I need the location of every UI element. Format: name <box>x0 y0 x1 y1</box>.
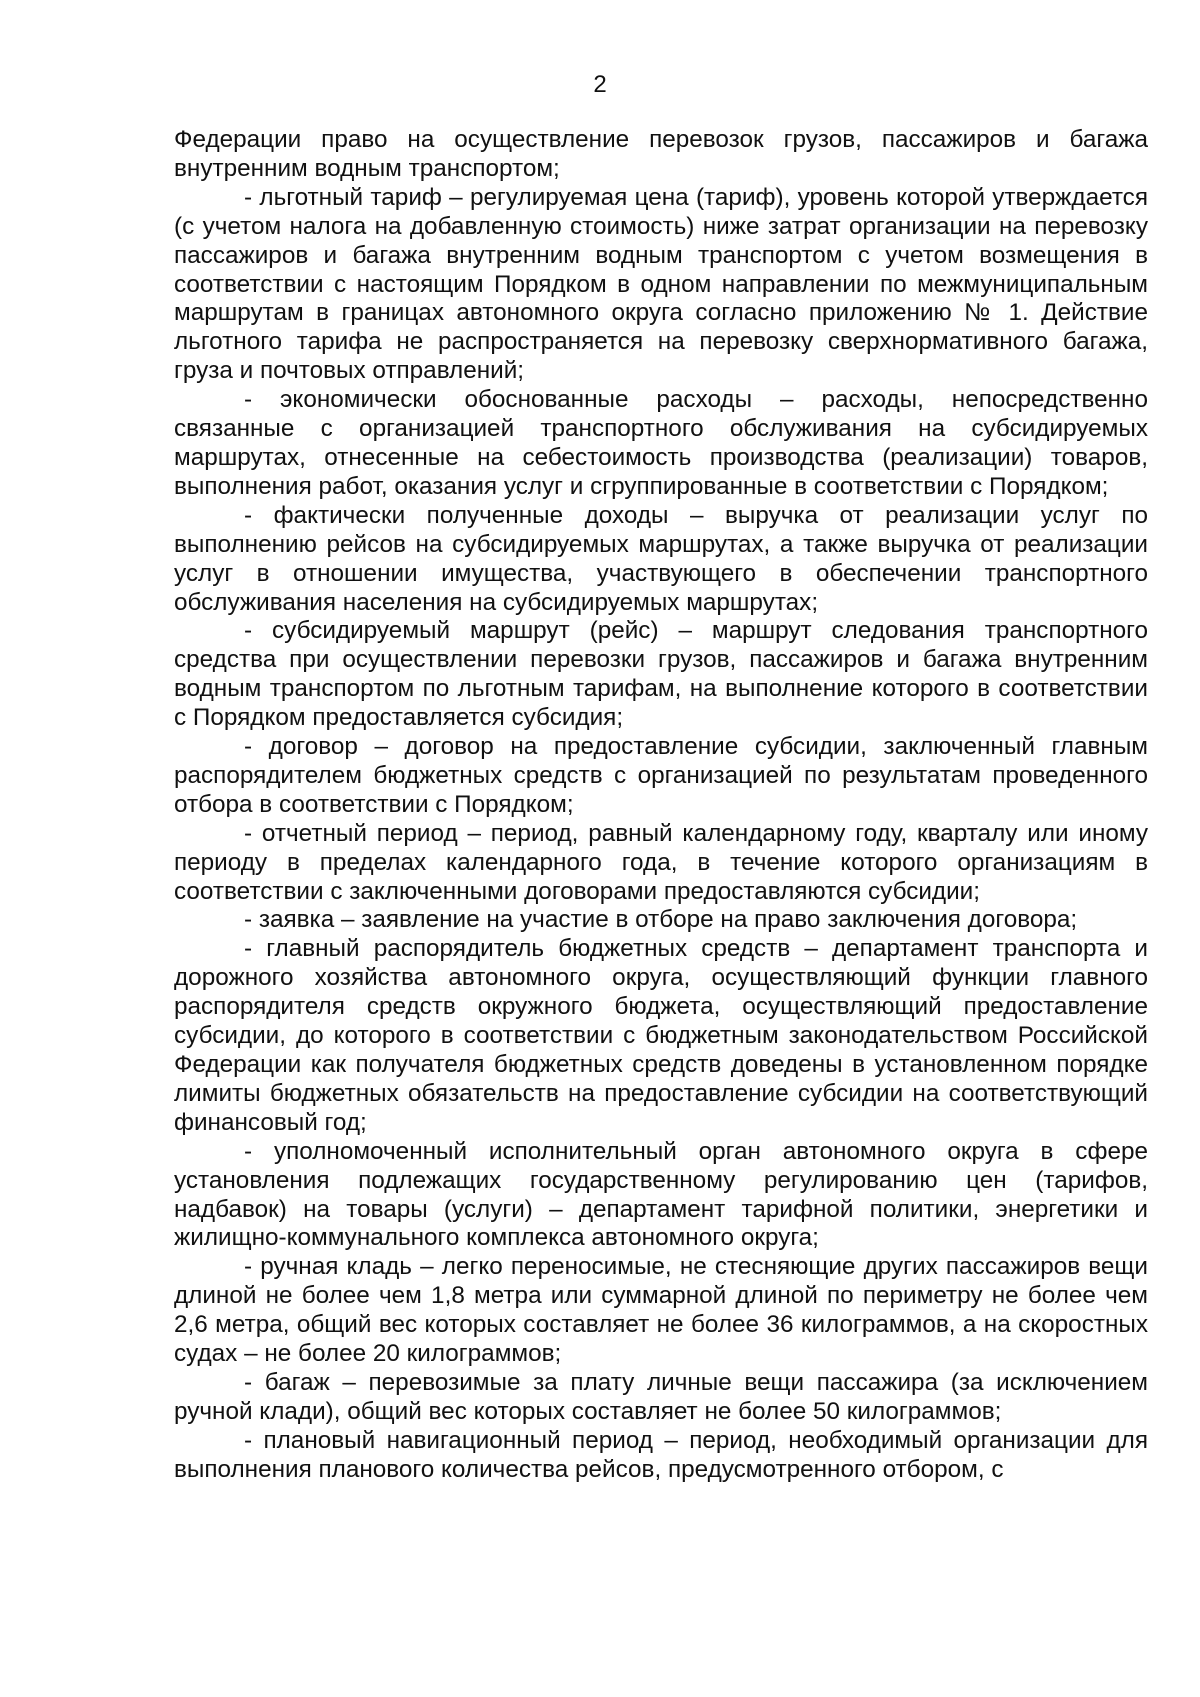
definition-actual-income: - фактически полученные доходы – выручка от реализации услуг по выполнению рейсов на субсидируемых маршрутах, а также выручка от реализации услуг в отношении имущества, участвующего в обеспечении транспортного обслуживания населения на субсидируемых маршрутах; <box>174 501 1148 616</box>
definition-navigation-period: - плановый навигационный период – период, необходимый организации для выполнения планового количества рейсов, предусмотренного отбором, с <box>174 1426 1148 1483</box>
definition-preferential-tariff: - льготный тариф – регулируемая цена (тариф), уровень которой утверждается (с учетом налога на добавленную стоимость) ниже затрат организации на перевозку пассажиров и багажа внутренним водным транспортом с учетом возмещения в соответствии с настоящим Порядком в одном направлении по межмуниципальным маршрутам в границах автономного округа согласно приложению № 1. Действие льготного тарифа не распространяется на перевозку сверхнормативного багажа, груза и почтовых отправлений; <box>174 183 1148 385</box>
definition-hand-luggage: - ручная кладь – легко переносимые, не стесняющие других пассажиров вещи длиной не более чем 1,8 метра или суммарной длиной по периметру не более чем 2,6 метра, общий вес которых составляет не более 36 килограммов, а на скоростных судах – не более 20 килограммов; <box>174 1253 1148 1368</box>
definition-subsidized-route: - субсидируемый маршрут (рейс) – маршрут следования транспортного средства при осуществлении перевозки грузов, пассажиров и багажа внутренним водным транспортом по льготным тарифам, на выполнение которого в соответствии с Порядком предоставляется субсидия; <box>174 617 1148 732</box>
definition-budget-administrator: - главный распорядитель бюджетных средств – департамент транспорта и дорожного хозяйства автономного округа, осуществляющий функции главного распорядителя средств окружного бюджета, осуществляющий предоставление субсидии, до которого в соответствии с бюджетным законодательством Российской Федерации как получателя бюджетных средств доведены в установленном порядке лимиты бюджетных обязательств на предоставление субсидии на соответствующий финансовый год; <box>174 935 1148 1136</box>
page-number: 2 <box>593 71 607 98</box>
document-body <box>174 126 1148 1485</box>
definition-baggage: - багаж – перевозимые за плату личные вещи пассажира (за исключением ручной клади), общий вес которых составляет не более 50 килограммов; <box>174 1368 1148 1425</box>
definition-application: - заявка – заявление на участие в отборе на право заключения договора; <box>244 906 1078 934</box>
definition-reporting-period: - отчетный период – период, равный календарному году, кварталу или иному периоду в пределах календарного года, в течение которого организациям в соответствии с заключенными договорами предоставляются субсидии; <box>174 819 1148 905</box>
definition-authorized-body: - уполномоченный исполнительный орган автономного округа в сфере установления подлежащих государственному регулированию цен (тарифов, надбавок) на товары (услуги) – департамент тарифной политики, энергетики и жилищно-коммунального комплекса автономного округа; <box>174 1137 1148 1252</box>
definition-contract: - договор – договор на предоставление субсидии, заключенный главным распорядителем бюджетных средств с организацией по результатам проведенного отбора в соответствии с Порядком; <box>174 733 1148 818</box>
definition-economic-expenses: - экономически обоснованные расходы – расходы, непосредственно связанные с организацией транспортного обслуживания на субсидируемых маршрутах, отнесенные на себестоимость производства (реализации) товаров, выполнения работ, оказания услуг и сгруппированные в соответствии с Порядком; <box>174 386 1148 500</box>
paragraph-continuation: Федерации право на осуществление перевозок грузов, пассажиров и багажа внутренним водным транспортом; <box>174 126 1148 182</box>
